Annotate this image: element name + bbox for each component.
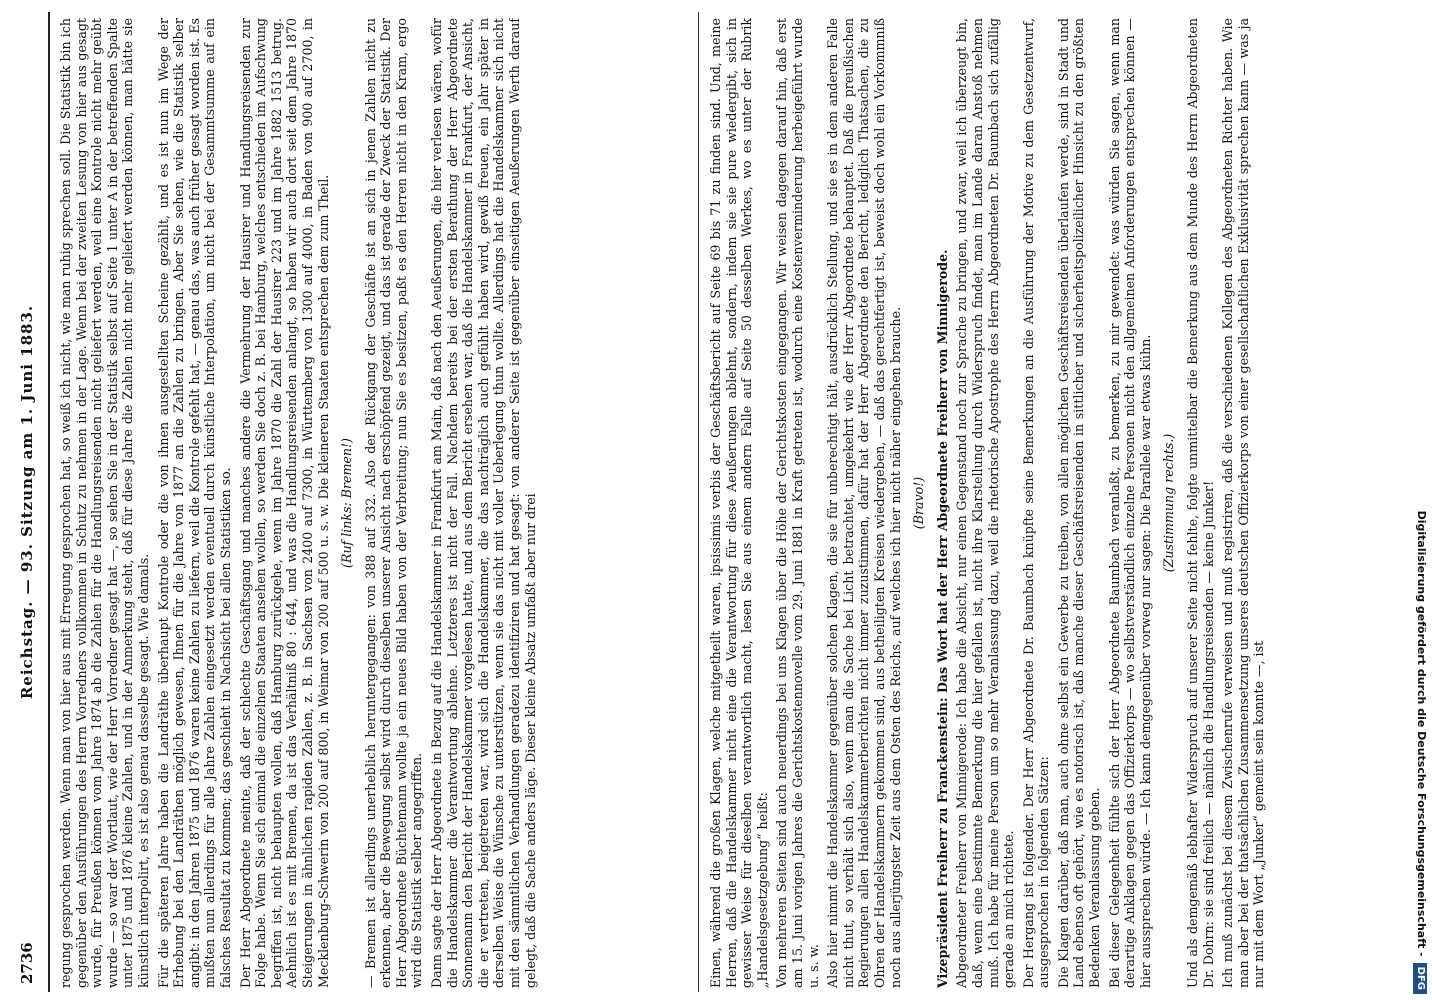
paragraph: Der Herr Abgeordnete meinte, daß der schlechte Geschäftsgang und manches andere die Vermehrung der Hausirer und Handlungsreisenden zur Folge habe. Wenn Sie sich einmal die einzelnen Staaten ansehen wollen, so werden Sie doch z. B. bei Hamburg, welches entschieden im Aufschwung begriffen ist, nicht behaupten wollen, daß Hamburg zurückgehe, wenn im Jahre 1870 die Zahl der Hausirer 223 und im Jahre 1882 1513 betrug. Aehnlich ist es mit Bremen, da ist das Verhältniß 80 : 644, und was die Handlungsreisenden anlangt, so haben wir auch dort seit dem Jahre 1870 Steigerungen in ähnlichen rapiden Zahlen, z. B. in Sachsen von 2400 auf 7300, in Württemberg von 1300 auf 4000, in Baden von 900 auf 2700, in Mecklenburg-Schwerin von 200 auf 800, in Weimar von 200 auf 500 u. s. w. Die kleineren Staaten entsprechen dem zum Theil. — [237, 18, 331, 988]
quote-paragraph: Die Klagen darüber, daß man, auch ohne selbst ein Gewerbe zu treiben, von allen möglichen Geschäftsreisenden überlaufen werde, sind in Stadt und Land ebenso oft gehört, wie es notorisch ist, daß manche dieser Geschäftsreisenden in sittlicher und sicherheitspolizeilicher Hinsicht zu den größten Bedenken Veranlassung geben. — [1055, 18, 1103, 988]
paragraph: Und als demgemäß lebhafter Widerspruch auf unserer Seite nicht fehlte, folgte unmittelbar die Bemerkung aus dem Munde des Herrn Abgeordneten Dr. Dohrn: sie sind freilich — nämlich die Handlungsreisenden — keine Junker! — [1185, 18, 1216, 988]
paragraph: Für die späteren Jahre haben die Landräthe überhaupt Kontrole oder die von ihnen ausgestellten Scheine gezählt, und es ist nun im Wege der Erhebung bei den Landräthen möglich gewesen, Ihnen für die Jahre von 1877 an die Zahlen zu bringen. Aber Sie sehen, wie die Statistik selber angibt: in den Jahren 1875 und 1876 waren keine Zahlen zu liefern, weil die Kontrole gefehlt hat, — genau das, was auch früher gesagt worden ist. Es mußten nun allerdings für alle Jahre Zahlen eingesetzt werden eventuell durch künstliche Interpolation, um nicht bei der Gesammtsumme auf ein falsches Resultat zu kommen; das geschieht in Nachsicht bei allen Statistiken so. — [155, 18, 233, 988]
interjection: (Zustimmung rechts.) — [1161, 433, 1177, 573]
page-header — [8, 12, 46, 992]
paragraph: Dann sagte der Herr Abgeordnete in Bezug auf die Handelskammer in Frankfurt am Main, daß nach den Aeußerungen, die hier verlesen wären, wofür die Handelskammer die Verantwortung ablehne. Letzteres ist nicht der Fall. Nachdem bereits bei der ersten Berathung der Herr Abgeordnete Sonnemann den Bericht der Handelskammer vorgelesen hatte, und aus dem Bericht ersehen war, daß die Handelskammer in Frankfurt, der Ansicht, die er vertreten, beigetreten war, wird sich die Handelskammer, die das nachträglich auch gefühlt haben wird, gewiß freuen, ein Jahr später in derselben Weise die Wünsche zu unterstützen, wenn sie das nicht mit voller Ueberlegung thun wollte. Allerdings hat die Handelskammer sich nicht mit den sämmtlichen Verhandlungen geradezu identifiziren und hat gesagt: von anderer Seite ist gegenüber einseitigen Aeußerungen Werth darauf gelegt, daß die Sache anders läge. Dieser kleine Absatz umfaßt aber nur drei — [429, 18, 538, 988]
paragraph: Also hier nimmt die Handelskammer gegenüber solchen Klagen, die sie für unberechtigt hält, ausdrücklich Stellung, und sie es in dem anderen Falle nicht thut, so verhält sich also, wenn man die Sache bei Licht betrachtet, umgekehrt wie der Herr Abgeordnete behauptet. Daß die preußischen Regierungen allen Handelskammerberichten nicht immer zuzustimmen, dafür hat der Herr Abgeordnete den Bericht, lediglich Thatsachen, die zu Ohren der Handelskammern gekommen sind, aus betheiligten Kreisen wiedergeben, — daß das gerechtfertigt ist, beweist doch wohl ein Vorkommniß noch aus allerjüngster Zeit aus dem Osten des Reichs, auf welches ich hier nicht näher eingehen brauche. — [825, 18, 903, 988]
digitization-credit — [1410, 6, 1432, 994]
paragraph: regung gesprochen werden. Wenn man von hier aus mit Erregung gesprochen hat, so weiß ich nicht, wie man ruhig sprechen soll. Die Statistik bin ich gegenüber den Ausführungen des Herrn Vorredners vollkommen in Schutz zu nehmen in der Lage. Wenn bei der zweiten Lesung von hier aus gesagt wurde, für Preußen können vom Jahre 1874 ab die Zahlen für die Handlungsreisenden nicht geliefert werden, weil eine Kontrole nicht mehr geübt wurde — so war der Wortlaut, wie der Herr Vorredner gesagt hat —, so sehen Sie in der Statistik selbst auf Seite 1 unter A in der betreffenden Spalte unter 1875 und 1876 kleine Zahlen, und in der Anmerkung steht, daß für diese Jahre die Zahlen nicht mehr geliefert werden können, man hätte sie künstlich interpolirt, es ist also genau dasselbe gesagt. Wie damals. — [58, 18, 151, 988]
paragraph: Der Hergang ist folgender. Der Herr Abgeordnete Dr. Baumbach knüpfte seine Bemerkungen an die Ausführung der Motive zu dem Gesetzentwurf, ausgesprochen in folgenden Sätzen: — [1020, 18, 1052, 988]
speaker-paragraph: Vizepräsident Freiherr zu Franckenstein: Das Wort hat der Herr Abgeordnete Freiherr von Minnigerode. — [934, 249, 950, 988]
paragraph: Abgeordneter Freiherr von Minnigerode: Ich habe die Absicht, nur einen Gegenstand noch zur Sprache zu bringen, und zwar, weil ich überzeugt bin, daß, wenn eine bestimmte Bemerkung die hier gefallen ist, nicht ihre Klarstellung durch Widerspruch findet, man im Lande daran Anstoß nehmen muß. Ich habe für meine Person um so mehr Veranlassung dazu, weil die rhetorische Apostrophe des Herrn Abgeordneten Dr. Baumbach sich zufällig gerade an mich richtete. — [954, 18, 1017, 988]
page-number: 2736 — [18, 942, 36, 984]
column-divider — [698, 12, 699, 992]
paragraph: — Bremen ist allerdings unerheblich heruntergegangen: von 388 auf 332. Also der Rückgang der Geschäfte ist an sich in jenen Zahlen nicht zu erkennen, aber die Bewegung selbst wird durch dieselben unserer Ansicht nach erschöpfend gezeigt, und das ist gerade der Zweck der Statistik. Der Herr Abgeordnete Büchtemann wollte ja ein neues Bild haben von der Verbreitung; nun Sie es besitzen, paßt es den Herren nicht in den Kram, ergo wird die Statistik selber angegriffen. — [362, 18, 425, 988]
paragraph: Einen, während die großen Klagen, welche mitgetheilt waren, ipsissimis verbis der Geschäftsbericht auf Seite 69 bis 71 zu finden sind. Und, meine Herren, daß die Handelskammer nicht eine die Verantwortung für diese Aeußerungen ablehnt, sondern, indem sie sie pure wiedergibt, sich in gewisser Weise für dieselben verantwortlich macht, lesen Sie aus einem andern Falle auf Seite 50 desselben Werkes, wo es unter der Rubrik „Handelsgesetzgebung“ heißt: — [708, 18, 770, 988]
rotated-page-content — [8, 12, 1398, 992]
quote-paragraph: Von mehreren Seiten sind auch neuerdings bei uns Klagen über die Höhe der Gerichtskosten eingegangen. Wir weisen dagegen darauf hin, daß erst am 15. Juni vorigen Jahres die Gerichtskostennovelle vom 29. Juni 1881 in Kraft getreten ist, wodurch eine Kostenverminderung herbeigeführt wurde u. s. w. — [774, 18, 821, 988]
paragraph: Ich muß zunächst bei diesem Zwischenrufe verweisen und muß registriren, daß die verschiedenen Kollegen des Abgeordneten Richter haben. Wie man aber bei der thatsächlichen Zusammensetzung unseres deutschen Offizierkorps von einer gesellschaftlichen Exklusivität sprechen kann — was ja nur mit dem Wort „Junker“ gemeint sein konnte —, ist — [1220, 18, 1267, 988]
page-title: Reichstag. — 93. Sitzung am 1. Juni 1883. — [18, 304, 36, 700]
credit-text: Digitalisierung gefördert durch die Deutsche Forschungsgemeinschaft - — [1415, 510, 1428, 957]
interjection: (Bravo!) — [911, 476, 927, 530]
dfg-logo: DFG — [1413, 963, 1427, 994]
text-column-left — [58, 18, 698, 988]
text-column-right — [708, 18, 1348, 988]
header-rule — [48, 12, 50, 992]
interjection: (Ruf links: Bremen!) — [339, 438, 355, 568]
paragraph: Bei dieser Gelegenheit fühlte sich der Herr Abgeordnete Baumbach veranlaßt, zu bemerken, zu mir gewendet: was würden Sie sagen, wenn man derartige Anklagen gegen das Offizierkorps — wo selbstverständlich einzelne Personen nicht den allgemeinen Anforderungen entsprechen können — hier aussprechen würde. — Ich kann demgegenüber vorweg nur sagen: Die Parallele war etwas kühn. — [1106, 18, 1153, 988]
